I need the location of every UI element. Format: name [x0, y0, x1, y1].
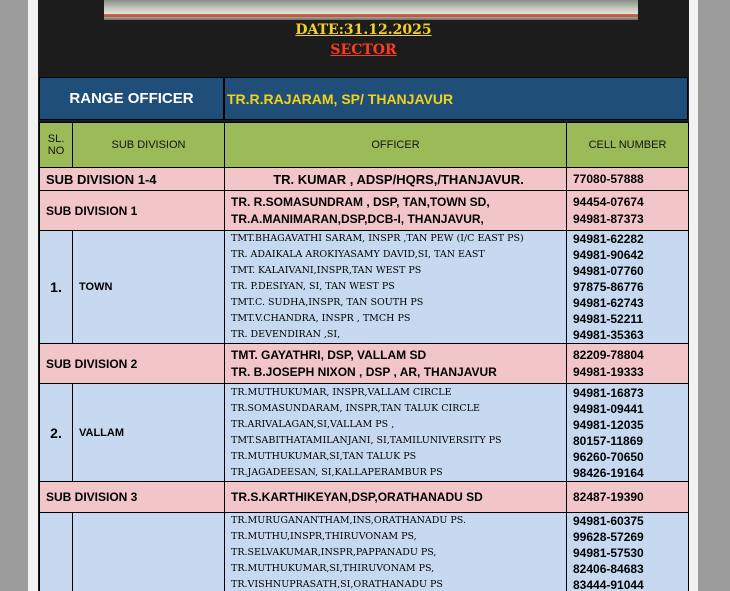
row-number [40, 513, 73, 591]
officer-list [225, 513, 567, 591]
table-row [40, 384, 689, 482]
officer-name: TR. R.SOMASUNDRAM , DSP, TAN,TOWN SD, [231, 194, 490, 209]
officer-name: TR.S.KARTHIKEYAN,DSP,ORATHANADU SD [225, 482, 567, 513]
cell-number: 94981-12035 [573, 417, 644, 432]
subdivision-label: SUB DIVISION 3 [40, 482, 225, 513]
officer-name: TR.MURUGANANTHAM,INS,ORATHANADU PS. [231, 515, 466, 526]
subdivision-label: SUB DIVISION 1 [40, 191, 225, 231]
officer-name: TMT.SABITHATAMILANJANI, SI,TAMILUNIVERSITY PS [231, 434, 502, 446]
officer-name: TR.JAGADEESAN, SI,KALLAPERAMBUR PS [231, 466, 443, 478]
cell-number: 94981-60375 [573, 514, 644, 528]
station-group: TOWN [73, 231, 225, 344]
subdivision-label: SUB DIVISION 1-4 [40, 168, 225, 191]
cell-number: 94981-62282 [573, 232, 644, 246]
subdivision-label: SUB DIVISION 2 [40, 344, 225, 384]
cell-number: 94981-87373 [573, 211, 644, 226]
officer-name: TR.MUTHU,INSPR,THIRUVONAM PS, [231, 531, 417, 542]
cell-number: 99628-57269 [573, 530, 644, 544]
officer-name: TR. KUMAR , ADSP/HQRS,/THANJAVUR. [225, 168, 567, 191]
cell-number: 80157-11869 [573, 433, 644, 448]
row-number: 1. [40, 231, 73, 344]
cell-number: 94981-16873 [573, 385, 644, 400]
officer-name: TMT. KALAIVANI,INSPR,TAN WEST PS [231, 265, 422, 276]
table-header-row [40, 123, 689, 168]
officer-name: TMT.C. SUDHA,INSPR, TAN SOUTH PS [231, 297, 424, 308]
officer-table [39, 122, 689, 591]
cell-number: 94981-90642 [573, 248, 644, 262]
range-officer-name: TR.R.RAJARAM, SP/ THANJAVUR [224, 77, 688, 120]
cell-number: 77080-57888 [567, 168, 689, 191]
officer-list [225, 231, 567, 344]
document-sector-heading: SECTOR [330, 42, 397, 58]
col-subdivision: SUB DIVISION [73, 123, 225, 168]
cell-number: 97875-86776 [573, 280, 644, 294]
officer-list [225, 384, 567, 482]
row-number: 2. [40, 384, 73, 482]
cell-number: 82406-84683 [573, 562, 644, 576]
cell-number: 94981-35363 [573, 328, 644, 342]
col-officer: OFFICER [225, 123, 567, 168]
cell-number: 94981-52211 [573, 312, 644, 326]
cell-number: 82209-78804 [573, 347, 644, 362]
cell-number: 94981-07760 [573, 264, 644, 278]
officer-name: TMT.BHAGAVATHI SARAM, INSPR ,TAN PEW (I/C EAST PS) [231, 233, 524, 244]
officer-name: TR.MUTHUKUMAR, INSPR,VALLAM CIRCLE [231, 386, 452, 398]
cell-list [567, 191, 689, 231]
header-photo [104, 0, 638, 20]
station-group: VALLAM [73, 384, 225, 482]
cell-number: 96260-70650 [573, 449, 644, 464]
cell-list [567, 384, 689, 482]
range-officer-label: RANGE OFFICER [39, 77, 224, 120]
officer-name: TR. ADAIKALA AROKIYASAMY DAVID,SI, TAN EAST [231, 249, 485, 260]
officer-list [225, 344, 567, 384]
col-slno: SL. NO [40, 123, 73, 168]
cell-number: 82487-19390 [567, 482, 689, 513]
cell-list [567, 231, 689, 344]
table-row [40, 168, 689, 191]
cell-number: 94454-07674 [573, 194, 644, 209]
officer-name: TR.MUTHUKUMAR,SI,THIRUVONAM PS, [231, 563, 435, 574]
table-row [40, 231, 689, 344]
officer-name: TR. DEVENDIRAN ,SI, [231, 329, 341, 340]
station-group [73, 513, 225, 591]
cell-number: 98426-19164 [573, 465, 644, 480]
table-row [40, 191, 689, 231]
col-cell-number: CELL NUMBER [567, 123, 689, 168]
officer-name: TMT.V.CHANDRA, INSPR , TMCH PS [231, 313, 411, 324]
cell-number: 94981-62743 [573, 296, 644, 310]
officer-name: TR.SELVAKUMAR,INSPR,PAPPANADU PS, [231, 547, 437, 558]
officer-name: TR. B.JOSEPH NIXON , DSP , AR, THANJAVUR [231, 364, 497, 379]
document-date: DATE:31.12.2025 [295, 22, 432, 38]
officer-name: TR.SOMASUNDARAM, INSPR,TAN TALUK CIRCLE [231, 402, 480, 414]
cell-number: 94981-19333 [573, 364, 644, 379]
cell-list [567, 344, 689, 384]
document-sheet [38, 0, 689, 591]
officer-name: TR.ARIVALAGAN,SI,VALLAM PS , [231, 418, 395, 430]
officer-name: TR.MUTHUKUMAR,SI,TAN TALUK PS [231, 450, 417, 462]
table-row [40, 482, 689, 513]
cell-list [567, 513, 689, 591]
cell-number: 83444-91044 [573, 578, 644, 591]
officer-name: TR. P.DESIYAN, SI, TAN WEST PS [231, 281, 395, 292]
officer-name: TR.A.MANIMARAN,DSP,DCB-I, THANJAVUR, [231, 211, 484, 226]
officer-name: TMT. GAYATHRI, DSP, VALLAM SD [231, 347, 427, 362]
table-row [40, 344, 689, 384]
officer-list [225, 191, 567, 231]
officer-name: TR.VISHNUPRASATH,SI,ORATHANADU PS [231, 579, 443, 590]
cell-number: 94981-09441 [573, 401, 644, 416]
cell-number: 94981-57530 [573, 546, 644, 560]
table-row [40, 513, 689, 591]
